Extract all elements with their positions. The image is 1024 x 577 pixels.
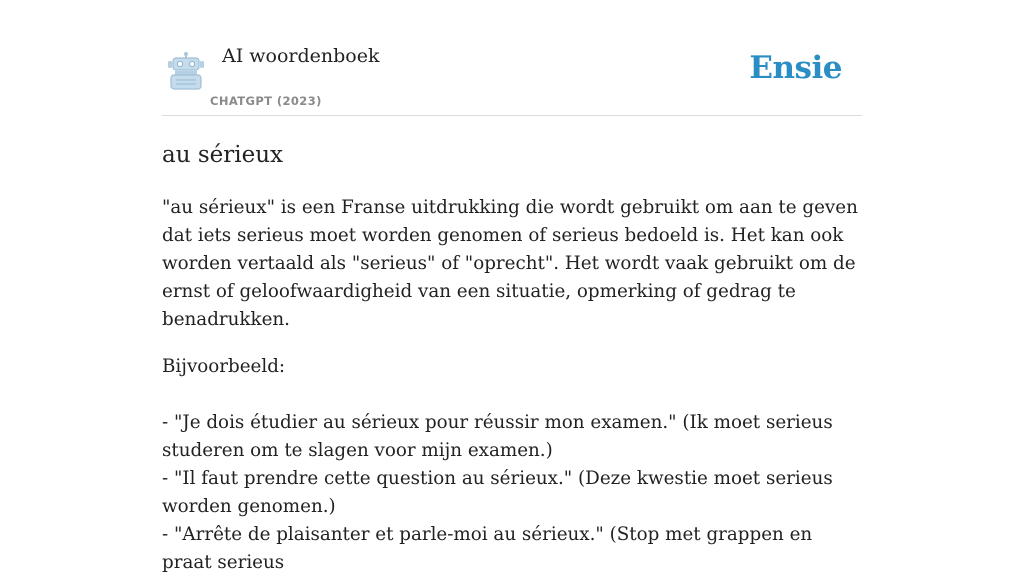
ensie-logo[interactable]: Ensie: [749, 50, 842, 86]
entry-definition: "au sérieux" is een Franse uitdrukking die wordt gebruikt om aan te geven dat iets serieus moet worden genomen of serieus bedoeld is. Het kan ook worden vertaald als "serieus" of "oprecht". Het wordt vaak gebruikt om de ernst of geloofwaardigheid van een situatie, opmerking of gedrag te benadrukken.: [162, 197, 864, 330]
content-container: [162, 0, 862, 577]
entry-term: au sérieux: [162, 142, 283, 168]
dictionary-title[interactable]: AI woordenboek: [222, 45, 380, 67]
robot-icon: [166, 52, 206, 90]
entry-examples: Bijvoorbeeld: - "Je dois étudier au sérieux pour réussir mon examen." (Ik moet serieus studeren om te slagen voor mijn examen.) - "Il faut prendre cette question au sérieux." (Deze kwestie moet serieus worden genomen.) - "Arrête de plaisanter et parle-moi au sérieux." (Stop met grappen en praat serieus: [162, 356, 833, 573]
entry-header: [162, 0, 862, 116]
dictionary-subtitle: CHATGPT (2023): [210, 94, 322, 108]
